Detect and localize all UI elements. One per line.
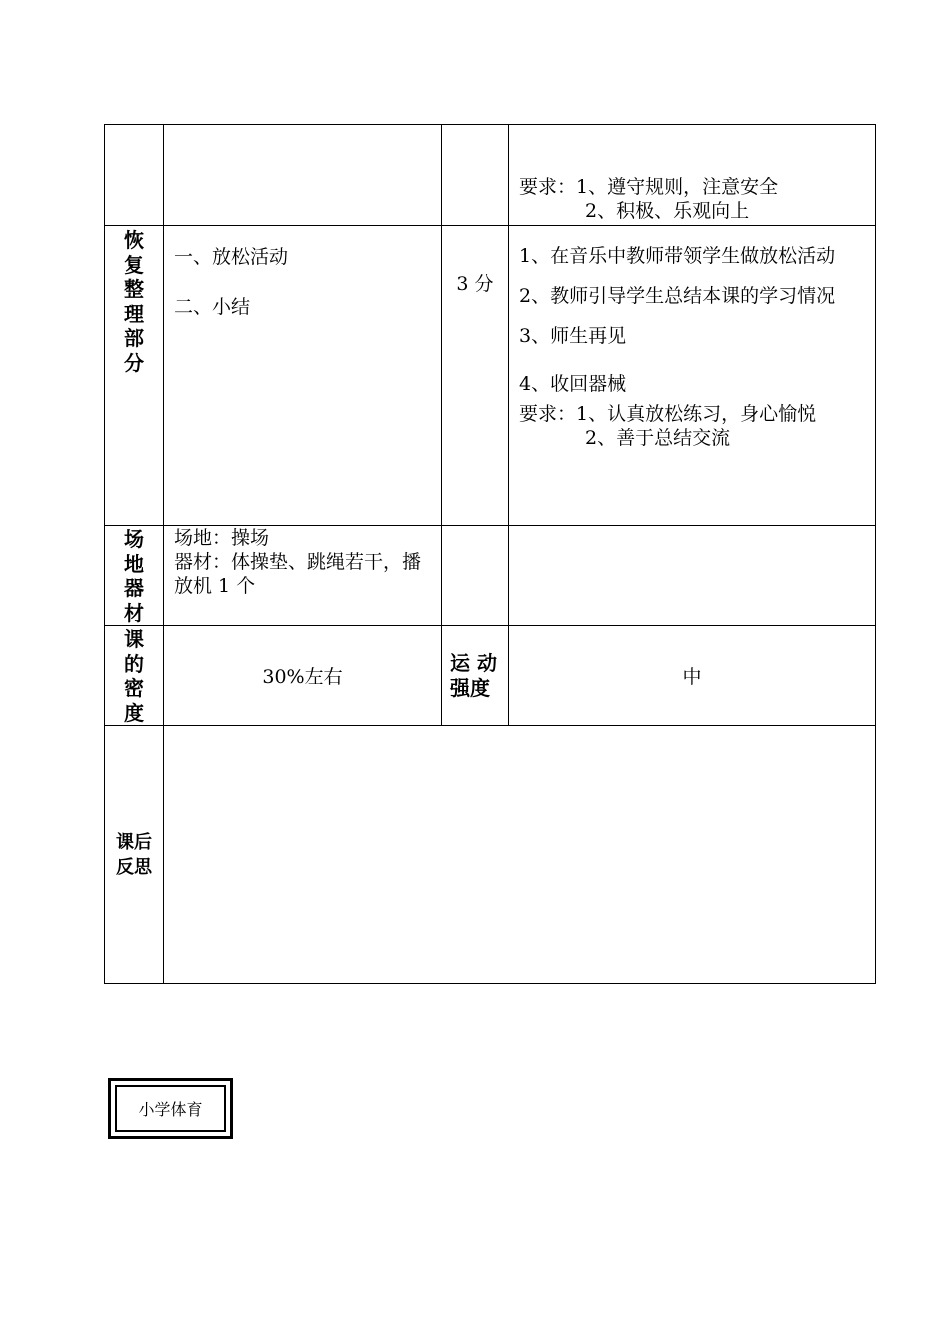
content-cell <box>164 226 442 526</box>
venue-text: 场地：操场 <box>174 527 270 549</box>
table-row-venue <box>105 526 876 626</box>
reflection-content-cell[interactable] <box>164 726 876 984</box>
requirements-item: 2、积极、乐观向上 <box>585 200 750 222</box>
table-row-recovery <box>105 226 876 526</box>
time-cell <box>442 526 509 626</box>
step-item: 3、师生再见 <box>519 325 627 347</box>
step-item: 1、在音乐中教师带领学生做放松活动 <box>519 245 836 267</box>
lesson-plan-table <box>104 124 876 984</box>
time-value: 3 分 <box>456 273 494 295</box>
intensity-value-cell <box>509 626 876 726</box>
method-cell <box>509 125 876 226</box>
subject-stamp <box>108 1078 233 1139</box>
method-cell <box>509 526 876 626</box>
step-item: 2、教师引导学生总结本课的学习情况 <box>519 285 836 307</box>
table-row-reflection <box>105 726 876 984</box>
intensity-label: 运 动强度 <box>450 650 497 700</box>
table-row-density <box>105 626 876 726</box>
equipment-text: 器材：体操垫、跳绳若干，播放机 1 个 <box>174 551 422 597</box>
step-item: 4、收回器械 <box>519 373 627 395</box>
section-label: 恢复整理部分 <box>124 228 144 375</box>
density-cell <box>164 626 442 726</box>
content-cell <box>164 125 442 226</box>
section-label: 课的密度 <box>124 627 144 725</box>
requirements-line: 要求：1、遵守规则，注意安全 <box>519 176 779 198</box>
section-label-cell <box>105 226 164 526</box>
density-value: 30%左右 <box>262 666 343 688</box>
venue-cell <box>164 526 442 626</box>
time-cell <box>442 125 509 226</box>
subject-stamp-text: 小学体育 <box>115 1085 226 1132</box>
content-item: 二、小结 <box>174 296 251 318</box>
section-label: 课后反思 <box>116 831 152 878</box>
section-label: 场地器材 <box>124 527 144 625</box>
section-label-cell <box>105 626 164 726</box>
time-cell <box>442 226 509 526</box>
section-label-cell <box>105 125 164 226</box>
section-label-cell <box>105 726 164 984</box>
method-cell <box>509 226 876 526</box>
requirements-line: 要求：1、认真放松练习，身心愉悦 <box>519 403 817 425</box>
requirements-item: 2、善于总结交流 <box>585 427 731 449</box>
intensity-label-cell <box>442 626 509 726</box>
content-item: 一、放松活动 <box>174 246 289 268</box>
section-label-cell <box>105 526 164 626</box>
table-row-previous-section <box>105 125 876 226</box>
intensity-value: 中 <box>682 666 702 688</box>
